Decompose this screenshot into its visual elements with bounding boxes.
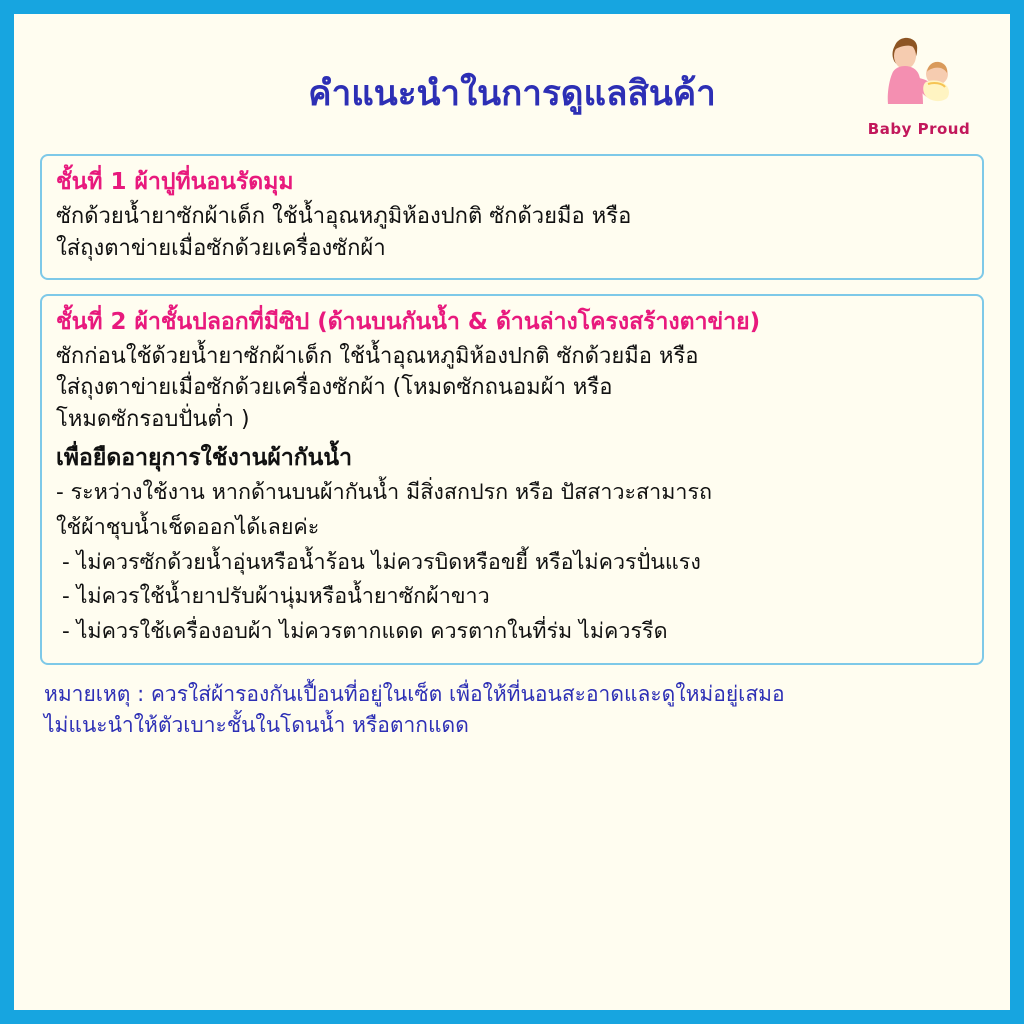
page-header bbox=[14, 14, 1010, 154]
footer-note bbox=[44, 679, 980, 742]
section-2-subheading: เพื่อยืดอายุการใช้งานผ้ากันน้ำ bbox=[56, 444, 353, 471]
section-2-line-3: โหมดซักรอบปั่นต่ำ ) bbox=[56, 406, 250, 432]
footer-note-line-2: ไม่แนะนำให้ตัวเบาะชั้นในโดนน้ำ หรือตากแดด bbox=[44, 713, 469, 738]
section-2-bullet-1-cont: ใช้ผ้าชุบน้ำเช็ดออกได้เลยค่ะ bbox=[56, 515, 320, 541]
section-1-line-1: ซักด้วยน้ำยาซักผ้าเด็ก ใช้น้ำอุณหภูมิห้องปกติ ซักด้วยมือ หรือ bbox=[56, 204, 632, 230]
section-card-1 bbox=[40, 154, 984, 280]
section-1-heading: ชั้นที่ 1 ผ้าปูที่นอนรัดมุม bbox=[56, 169, 294, 195]
section-1-line-2: ใส่ถุงตาข่ายเมื่อซักด้วยเครื่องซักผ้า bbox=[56, 235, 386, 261]
care-instructions-page bbox=[14, 14, 1010, 1010]
section-2-bullet-1: - ระหว่างใช้งาน หากด้านบนผ้ากันน้ำ มีสิ่งสกปรก หรือ ปัสสาวะสามารถ bbox=[56, 480, 713, 506]
brand-logo bbox=[854, 30, 984, 138]
page-title: คำแนะนำในการดูแลสินค้า bbox=[308, 74, 716, 114]
footer-note-line-1: หมายเหตุ : ควรใส่ผ้ารองกันเปื้อนที่อยู่ในเซ็ต เพื่อให้ที่นอนสะอาดและดูใหม่อยู่เสมอ bbox=[44, 681, 785, 706]
section-2-line-1: ซักก่อนใช้ด้วยน้ำยาซักผ้าเด็ก ใช้น้ำอุณหภูมิห้องปกติ ซักด้วยมือ หรือ bbox=[56, 344, 699, 370]
mother-and-baby-icon bbox=[876, 30, 962, 116]
section-2-heading: ชั้นที่ 2 ผ้าชั้นปลอกที่มีซิป (ด้านบนกันน้ำ & ด้านล่างโครงสร้างตาข่าย) bbox=[56, 308, 761, 335]
section-2-bullet-3: - ไม่ควรใช้น้ำยาปรับผ้านุ่มหรือน้ำยาซักผ้าขาว bbox=[62, 584, 490, 610]
brand-name: Baby Proud bbox=[867, 120, 971, 138]
section-2-bullet-4: - ไม่ควรใช้เครื่องอบผ้า ไม่ควรตากแดด ควรตากในที่ร่ม ไม่ควรรีด bbox=[62, 619, 668, 645]
section-card-2 bbox=[40, 294, 984, 665]
section-2-line-2: ใส่ถุงตาข่ายเมื่อซักด้วยเครื่องซักผ้า (โหมดซักถนอมผ้า หรือ bbox=[56, 375, 613, 401]
section-2-bullet-2: - ไม่ควรซักด้วยน้ำอุ่นหรือน้ำร้อน ไม่ควรบิดหรือขยี้ หรือไม่ควรปั่นแรง bbox=[62, 549, 701, 575]
